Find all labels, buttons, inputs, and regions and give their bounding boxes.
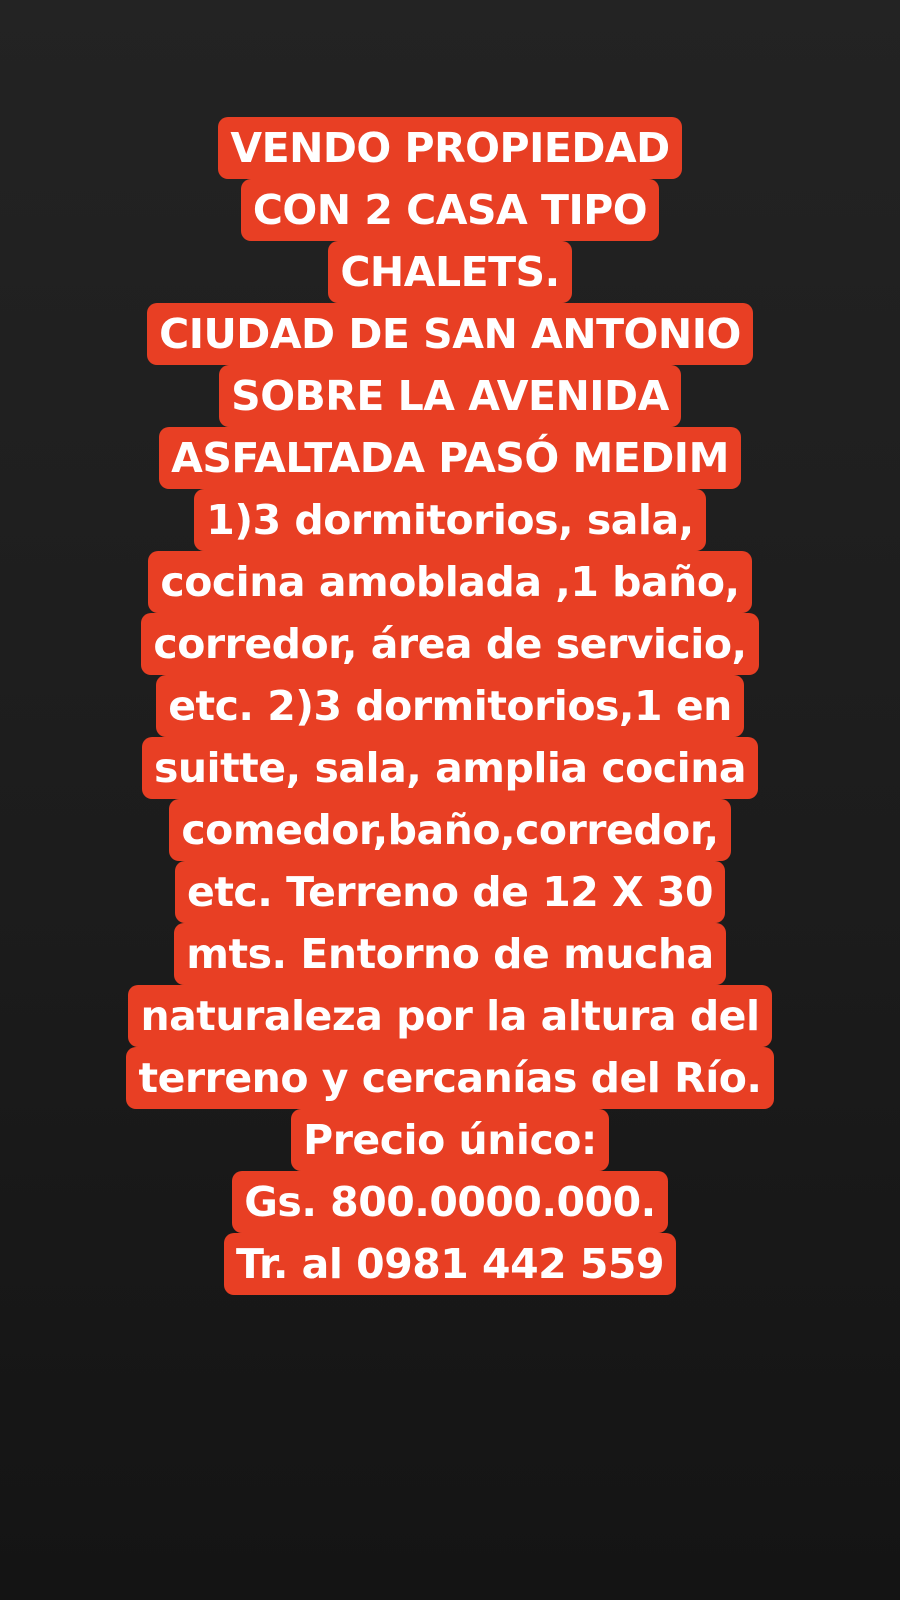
text-line: Tr. al 0981 442 559 — [224, 1233, 676, 1295]
text-line: comedor,baño,corredor, — [169, 799, 730, 861]
text-line: CON 2 CASA TIPO — [241, 179, 659, 241]
text-line: corredor, área de servicio, — [141, 613, 758, 675]
text-line: terreno y cercanías del Río. — [126, 1047, 773, 1109]
text-line: VENDO PROPIEDAD — [218, 117, 681, 179]
text-line: etc. 2)3 dormitorios,1 en — [156, 675, 744, 737]
text-line: Gs. 800.0000.000. — [232, 1171, 667, 1233]
text-line: 1)3 dormitorios, sala, — [194, 489, 705, 551]
text-line: ASFALTADA PASÓ MEDIM — [159, 427, 741, 489]
text-line: Precio único: — [291, 1109, 609, 1171]
text-line: naturaleza por la altura del — [128, 985, 771, 1047]
text-line: etc. Terreno de 12 X 30 — [175, 861, 725, 923]
text-line: SOBRE LA AVENIDA — [219, 365, 681, 427]
text-line: CIUDAD DE SAN ANTONIO — [147, 303, 753, 365]
text-line: mts. Entorno de mucha — [174, 923, 725, 985]
text-line: suitte, sala, amplia cocina — [142, 737, 758, 799]
text-line: cocina amoblada ,1 baño, — [148, 551, 751, 613]
text-line: CHALETS. — [328, 241, 571, 303]
text-block — [0, 117, 900, 1295]
